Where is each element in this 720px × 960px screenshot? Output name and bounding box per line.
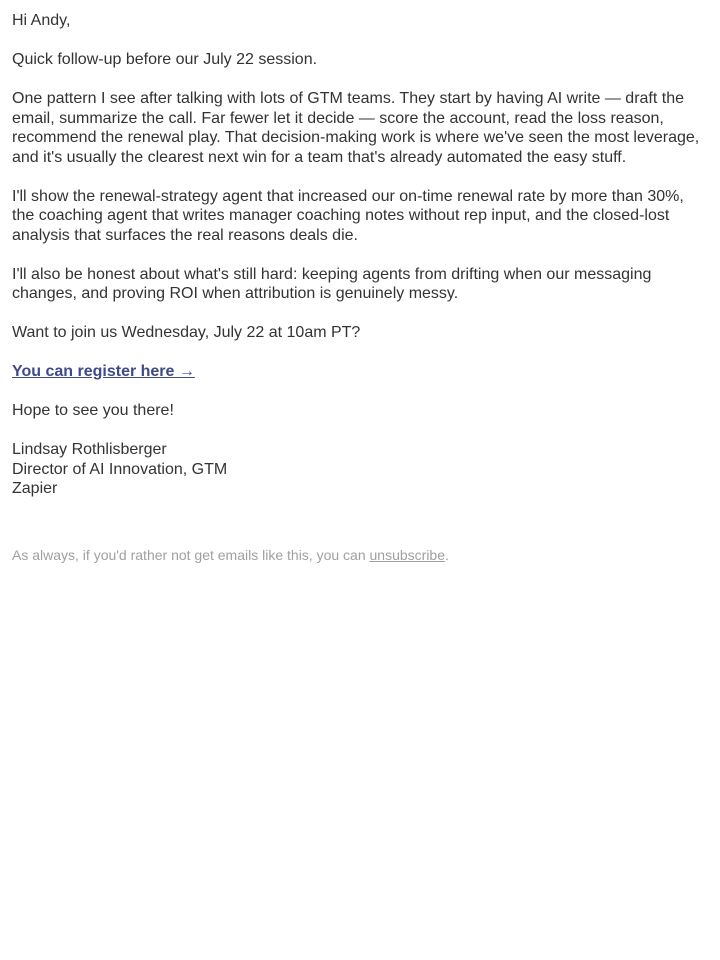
footer-text-before: As always, if you'd rather not get emails like this, you can — [12, 546, 370, 563]
register-cta — [12, 362, 708, 382]
paragraph-invitation: Want to join us Wednesday, July 22 at 10am PT? — [12, 324, 361, 341]
greeting: Hi Andy, — [12, 12, 71, 29]
footer-text-after: . — [445, 546, 449, 563]
unsubscribe-link[interactable]: unsubscribe — [369, 546, 446, 563]
signature-name: Lindsay Rothlisberger — [12, 441, 167, 458]
paragraph-intro: Quick follow-up before our July 22 session. — [12, 51, 318, 68]
footer-notice — [12, 546, 708, 564]
signature-title: Director of AI Innovation, GTM — [12, 460, 228, 478]
signature-company: Zapier — [12, 480, 58, 497]
closing-line: Hope to see you there! — [12, 402, 174, 419]
register-link[interactable]: You can register here → — [12, 363, 195, 380]
paragraph-pattern: One pattern I see after talking with lots of GTM teams. They start by having AI write — draft the email, summarize the call. Far fewer let it decide — score the account, read the loss reason, recommend the renewal play. That decision-making work is where we've seen the most leverage, and it's usually the clearest next win for a team that's already automated the easy stuff. — [12, 90, 700, 166]
signature-block — [12, 440, 708, 499]
paragraph-agents: I'll show the renewal-strategy agent that increased our on-time renewal rate by more than 30%, the coaching agent that writes manager coaching notes without rep input, and the closed-lost analysis that surfaces the real reasons deals die. — [12, 187, 684, 244]
paragraph-challenges: I'll also be honest about what's still hard: keeping agents from drifting when our messaging changes, and proving ROI when attribution is genuinely messy. — [12, 265, 652, 302]
